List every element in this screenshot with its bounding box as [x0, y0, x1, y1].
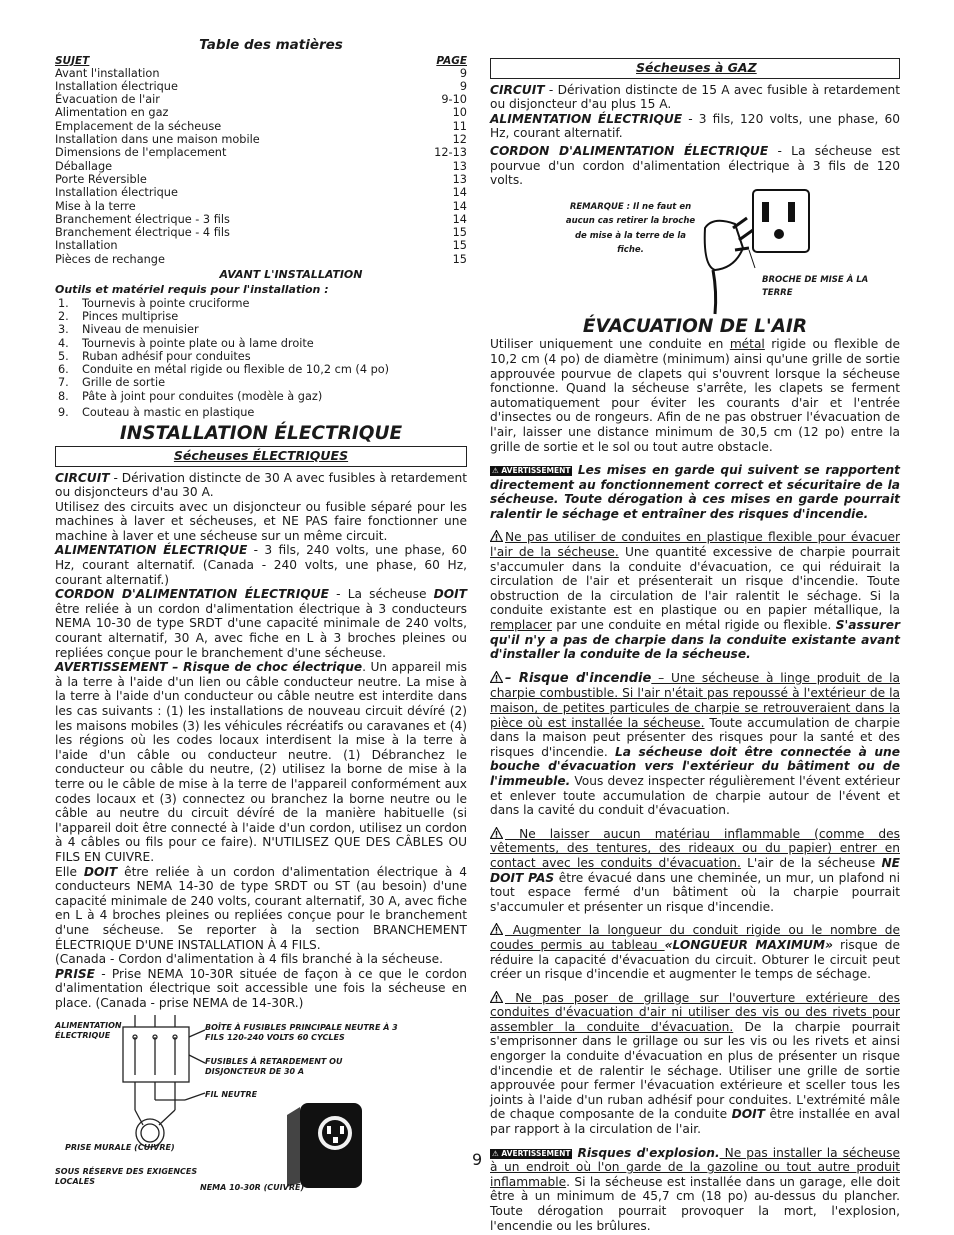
tool-number: 1.	[58, 296, 69, 310]
exhaust-fire-risk: – Risque d'incendie – Une sécheuse à linge produit de la charpie combustible. Si l'air n'était pas repoussé à l'extérieur de la maison, de petites particules de charpie se retrouveraient dans la pièce où est installée la sécheuse. Toute accumulation de charpie dans la maison peut présenter des risques pour la santé et des risques d'incendie. La sécheuse doit être connectée à une bouche d'évacuation vers l'extérieur du bâtiment ou de l'immeuble. Vous devez inspecter régulièrement l'évent extérieur et enlever toute accumulation de charpie autour de l'évent et dans la cavité du conduit d'évacuation.	[490, 670, 900, 818]
diagram-fuses-label: FUSIBLES À RETARDEMENT OU DISJONCTEUR DE 30 A	[205, 1057, 343, 1076]
tool-number: 9.	[58, 406, 69, 420]
toc-page-header: PAGE	[436, 54, 467, 67]
before-install-heading: AVANT L'INSTALLATION	[219, 268, 363, 282]
tool-item	[55, 337, 467, 350]
toc-row	[55, 213, 467, 226]
toc-subject-header: SUJET	[55, 54, 90, 67]
toc-row-label: Pièces de rechange	[55, 252, 165, 266]
tools-list	[55, 297, 467, 420]
toc-row-label: Installation électrique	[55, 79, 178, 93]
warning-triangle-icon	[490, 923, 503, 935]
toc-row-label: Branchement électrique - 4 fils	[55, 226, 230, 240]
elec-separate-paragraph: Utilisez des circuits avec un disjoncteur ou fusible séparé pour les machines à laver et sécheuses, et NE PAS faire fonctionner une machine à laver et une sécheuse sur un même circuit.	[55, 499, 467, 543]
toc-row-page: 9	[459, 66, 467, 80]
toc-row-label: Dimensions de l'emplacement	[55, 146, 227, 160]
elec-circuit-paragraph: CIRCUIT - Dérivation distincte de 30 A avec fusibles à retardement ou disjoncteurs d'au 30 A.	[55, 470, 467, 500]
toc-row-label: Mise à la terre	[55, 199, 136, 213]
toc-row-label: Porte Réversible	[55, 172, 147, 186]
exhaust-intro: Utiliser uniquement une conduite en métal rigide ou flexible de 10,2 cm (4 po) de diamètre (minimum) ainsi qu'une grille de sortie approuvée pourvue de clapets qui s'ouvrent lorsque la sécheuse fonctionne. Quand la sécheuse s'arrête, les clapets se ferment automatiquement pour éviter les courants d'air et l'entrée d'insectes ou de rongeurs. Afin de ne pas obstruer l'évacuation de l'air, laisser une distance minimum de 30,5 cm (12 po) entre la grille de sortie et le sol ou tout autre obstacle.	[490, 337, 900, 454]
warning-triangle-icon	[490, 827, 503, 839]
toc-row-page: 13	[452, 172, 467, 186]
tool-item	[55, 376, 467, 389]
toc-row-page: 13	[452, 159, 467, 173]
toc-row-label: Évacuation de l'air	[55, 93, 160, 107]
gas-cord-paragraph: CORDON D'ALIMENTATION ÉLECTRIQUE - La sécheuse est pourvue d'un cordon d'alimentation électrique à 3 fils de 120 volts.	[490, 143, 900, 188]
tool-label: Tournevis à pointe plate ou à lame droite	[82, 336, 314, 350]
toc-title: Table des matières	[199, 37, 343, 53]
tool-label: Grille de sortie	[82, 376, 166, 390]
electric-dryers-box: Sécheuses ÉLECTRIQUES	[55, 446, 467, 467]
toc-row-page: 14	[452, 212, 467, 226]
plug-figure	[490, 188, 900, 320]
tool-number: 5.	[58, 349, 69, 363]
toc-row-page: 15	[452, 226, 467, 240]
tool-label: Pinces multiprise	[82, 309, 179, 323]
tool-label: Niveau de menuisier	[82, 323, 199, 337]
warning-badge: ⚠ AVERTISSEMENT	[492, 1148, 571, 1158]
elec-prise-paragraph: PRISE - Prise NEMA 10-30R située de façon à ce que le cordon d'alimentation électrique soit accessible une fois la sécheuse en place. (Canada - prise NEMA de 14-30R.)	[55, 966, 467, 1010]
elec-canada-cord: (Canada - Cordon d'alimentation à 4 fils branché à la sécheuse.	[55, 952, 444, 967]
electrical-title: INSTALLATION ÉLECTRIQUE	[119, 423, 403, 445]
toc-list	[55, 67, 467, 266]
gas-circuit-paragraph: CIRCUIT - Dérivation distincte de 15 A avec fusible à retardement ou disjoncteur d'au plus 15 A.	[490, 82, 900, 112]
warning-triangle-icon	[490, 671, 503, 683]
tool-number: 3.	[58, 323, 69, 337]
toc-row	[55, 93, 467, 106]
tool-label: Conduite en métal rigide ou flexible de 10,2 cm (4 po)	[82, 363, 390, 377]
exhaust-length-warning: Augmenter la longueur du conduit rigide ou le nombre de coudes permis au tableau «LONGUEUR MAXIMUM» risque de réduire la capacité d'évacuation du circuit. Obturer le circuit peut créer un risque d'incendie et augmenter le temps de séchage.	[490, 923, 900, 982]
toc-row-label: Avant l'installation	[55, 66, 160, 80]
tool-number: 2.	[58, 309, 69, 323]
toc-row	[55, 239, 467, 252]
toc-row	[55, 80, 467, 93]
tool-label: Pâte à joint pour conduites (modèle à gaz)	[82, 389, 323, 403]
toc-row-page: 9-10	[441, 93, 467, 107]
tool-label: Couteau à mastic en plastique	[82, 406, 255, 420]
toc-row	[55, 173, 467, 186]
tool-number: 6.	[58, 363, 69, 377]
diagram-supply-label: ALIMENTATION ÉLECTRIQUE	[55, 1021, 122, 1040]
toc-row	[55, 67, 467, 80]
toc-row-page: 12-13	[434, 146, 467, 160]
toc-row-page: 14	[452, 186, 467, 200]
toc-row-page: 15	[452, 239, 467, 253]
toc-row-page: 14	[452, 199, 467, 213]
elec-power-paragraph: ALIMENTATION ÉLECTRIQUE - 3 fils, 240 volts, une phase, 60 Hz, courant alternatif. (Canada - 240 volts, une phase, 60 Hz, courant alternatif.)	[55, 543, 467, 587]
diagram-neutral-label: FIL NEUTRE	[205, 1090, 258, 1099]
toc-row	[55, 120, 467, 133]
toc-row-page: 10	[452, 106, 467, 120]
toc-row-label: Installation dans une maison mobile	[55, 133, 260, 147]
ground-pin-label: BROCHE DE MISE À LA TERRE	[762, 274, 869, 299]
tool-item	[55, 297, 467, 310]
toc-row	[55, 226, 467, 239]
elec-four-wire-paragraph: Elle DOIT être reliée à un cordon d'alimentation électrique à 4 conducteurs NEMA 14-30 de type SRDT ou ST (au besoin) d'une capacité minimale de 240 volts, courant alternatif, 30 A, avec fiche en L à 4 broches pleines ou repliées conçue pour le branchement d'une sécheuse. Se reporter à la section BRANCHEMENT ÉLECTRIQUE D'UNE INSTALLATION À 4 FILS.	[55, 864, 467, 952]
gas-power-paragraph: ALIMENTATION ÉLECTRIQUE - 3 fils, 120 volts, une phase, 60 Hz, courant alternatif.	[490, 111, 900, 141]
tool-label: Ruban adhésif pour conduites	[82, 349, 251, 363]
ground-note: REMARQUE : Il ne faut en aucun cas retirer la broche de mise à la terre de la fiche.	[565, 201, 696, 256]
diagram-nema-label: NEMA 10-30R (CUIVRE)	[200, 1183, 305, 1192]
tool-item	[55, 390, 467, 403]
toc-row	[55, 106, 467, 119]
toc-row	[55, 186, 467, 199]
toc-row-label: Alimentation en gaz	[55, 106, 169, 120]
gas-dryers-box: Sécheuses à GAZ	[490, 58, 900, 79]
toc-row-label: Branchement électrique - 3 fils	[55, 212, 230, 226]
tool-item	[55, 310, 467, 323]
exhaust-plastic-warning: Ne pas utiliser de conduites en plastique flexible pour évacuer l'air de la sécheuse. Une quantité excessive de charpie pourrait s'accumuler dans la conduite d'évacuation, ce qui réduirait la circulation de l'air et présenterait un risque d'incendie. Toute obstruction de la circulation de l'air ralentit le séchage. Si la conduite existante est en plastique ou en papier métallique, la remplacer par une conduite en métal rigide ou flexible. S'assurer qu'il n'y a pas de charpie dans la conduite existante avant d'installer la conduite de la sécheuse.	[490, 530, 901, 662]
toc-row	[55, 160, 467, 173]
toc-row-page: 11	[452, 119, 467, 133]
diagram-fusebox-label: BOÎTE À FUSIBLES PRINCIPALE NEUTRE À 3 FILS 120-240 VOLTS 60 CYCLES	[205, 1023, 398, 1042]
elec-cord-paragraph: CORDON D'ALIMENTATION ÉLECTRIQUE - La sécheuse DOIT être reliée à un cordon d'alimentation électrique à 3 conducteurs NEMA 10-30 de type SRDT d'une capacité minimale de 240 volts, courant alternatif, 30 A, avec fiche en L à 3 broches pleines ou repliées conçue pour le branchement d'une sécheuse.	[55, 587, 467, 660]
tool-item	[55, 323, 467, 336]
toc-row	[55, 253, 467, 266]
exhaust-explosion-warning: ⚠ AVERTISSEMENT Risques d'explosion. Ne pas installer la sécheuse à un endroit où l'on garde de la gazoline ou tout autre produit inflammable. Si la sécheuse est installée dans un garage, elle doit être à un minimum de 45,7 cm (18 po) au-dessus du plancher. Toute dérogation pourrait provoquer la mort, l'explosion, l'encendie ou les brûlures.	[490, 1145, 900, 1233]
tool-number: 7.	[58, 376, 69, 390]
toc-row-page: 12	[452, 133, 467, 147]
warning-badge: ⚠ AVERTISSEMENT	[492, 466, 571, 476]
left-column	[55, 38, 467, 1010]
elec-warning-paragraph: AVERTISSEMENT – Risque de choc électrique. Un appareil mis à la terre à l'aide d'un lien ou câble conducteur neutre. La mise à la terre à l'aide d'un conducteur ou câble neutre est interdite dans les cas suivants : (1) les installations de nouveau circuit dévíré (2) les maisons mobiles (3) les véhicules récréatifs ou caravanes et (4) les régions où les codes locaux interdisent la mise à la terre à l'aide d'un câble ou conducteur neutre. (1) Débranchez le conducteur ou câble du neutre, (2) utilisez la borne de mise à la terre ou le câble de mise à la terre de l'appareil conformément aux codes locaux et (3) connectez ou branchez la borne neutre ou le câble au neutre du circuit dévíré de la manière habituelle (si l'appareil doit être connecté à l'aide d'un cordon, utilisez un cordon à 4 câbles ou fils pour ce faire). N'UTILISEZ QUE DES CÂBLES OU FILS EN CUIVRE.	[55, 660, 468, 864]
toc-row-label: Déballage	[55, 159, 113, 173]
tool-number: 8.	[58, 389, 69, 403]
toc-row-label: Installation	[55, 239, 118, 253]
exhaust-title: ÉVACUATION DE L'AIR	[582, 315, 808, 337]
exhaust-screen-warning: Ne pas poser de grillage sur l'ouverture extérieure des conduites d'évacuation d'air ni utiliser des vis ou des rivets pour assembler la conduite d'évacuation. De la charpie pourrait s'emprisonner dans le grillage ou sur les vis ou les rivets et ainsi engorger la conduite d'évacuation en plus de présenter un risque d'incendie et de ralentir le séchage. Utiliser une grille de sortie approuvée pour fermer l'évacuation extérieure et sceller tous les joints à l'aide d'un ruban adhésif pour conduites. L'extrémité mâle de chaque composante de la conduite DOIT être installée en aval par rapport à la circulation de l'air.	[490, 990, 900, 1137]
toc-row-label: Emplacement de la sécheuse	[55, 119, 222, 133]
toc-row	[55, 146, 467, 159]
warning-triangle-icon	[490, 530, 503, 542]
warning-triangle-icon	[490, 991, 503, 1003]
toc-row-label: Installation électrique	[55, 186, 178, 200]
toc-row-page: 9	[459, 79, 467, 93]
tool-item	[55, 363, 467, 376]
wiring-diagram	[55, 1015, 465, 1195]
tool-label: Tournevis à pointe cruciforme	[82, 296, 250, 310]
tools-title: Outils et matériel requis pour l'installation :	[55, 282, 329, 296]
tool-item	[55, 406, 467, 419]
tool-number: 4.	[58, 336, 69, 350]
exhaust-main-warning: ⚠ AVERTISSEMENT Les mises en garde qui suivent se rapportent directement au fonctionnement correct et sécuritaire de la sécheuse. Toute dérogation à ces mises en garde pourrait ralentir le séchage et entraîner des risques d'incendie.	[490, 463, 901, 521]
toc-row-page: 15	[452, 252, 467, 266]
toc-header	[55, 55, 467, 67]
toc-row	[55, 200, 467, 213]
page-number: 9	[472, 1150, 483, 1169]
tool-item	[55, 350, 467, 363]
diagram-wall-outlet-label: PRISE MURALE (CUIVRE)	[65, 1143, 175, 1152]
exhaust-flammable-warning: Ne laisser aucun matériau inflammable (comme des vêtements, des tentures, des rideaux ou du papier) entrer en contact avec les conduits d'évacuation. L'air de la sécheuse NE DOIT PAS être évacué dans une cheminée, un mur, un plafond ni tout espace fermé d'un bâtiment où la charpie pourrait s'accumuler et présenter un risque d'incendie.	[490, 826, 901, 914]
diagram-local-codes-label: SOUS RÉSERVE DES EXIGENCES LOCALES	[55, 1167, 198, 1186]
toc-row	[55, 133, 467, 146]
right-column	[490, 58, 900, 1233]
